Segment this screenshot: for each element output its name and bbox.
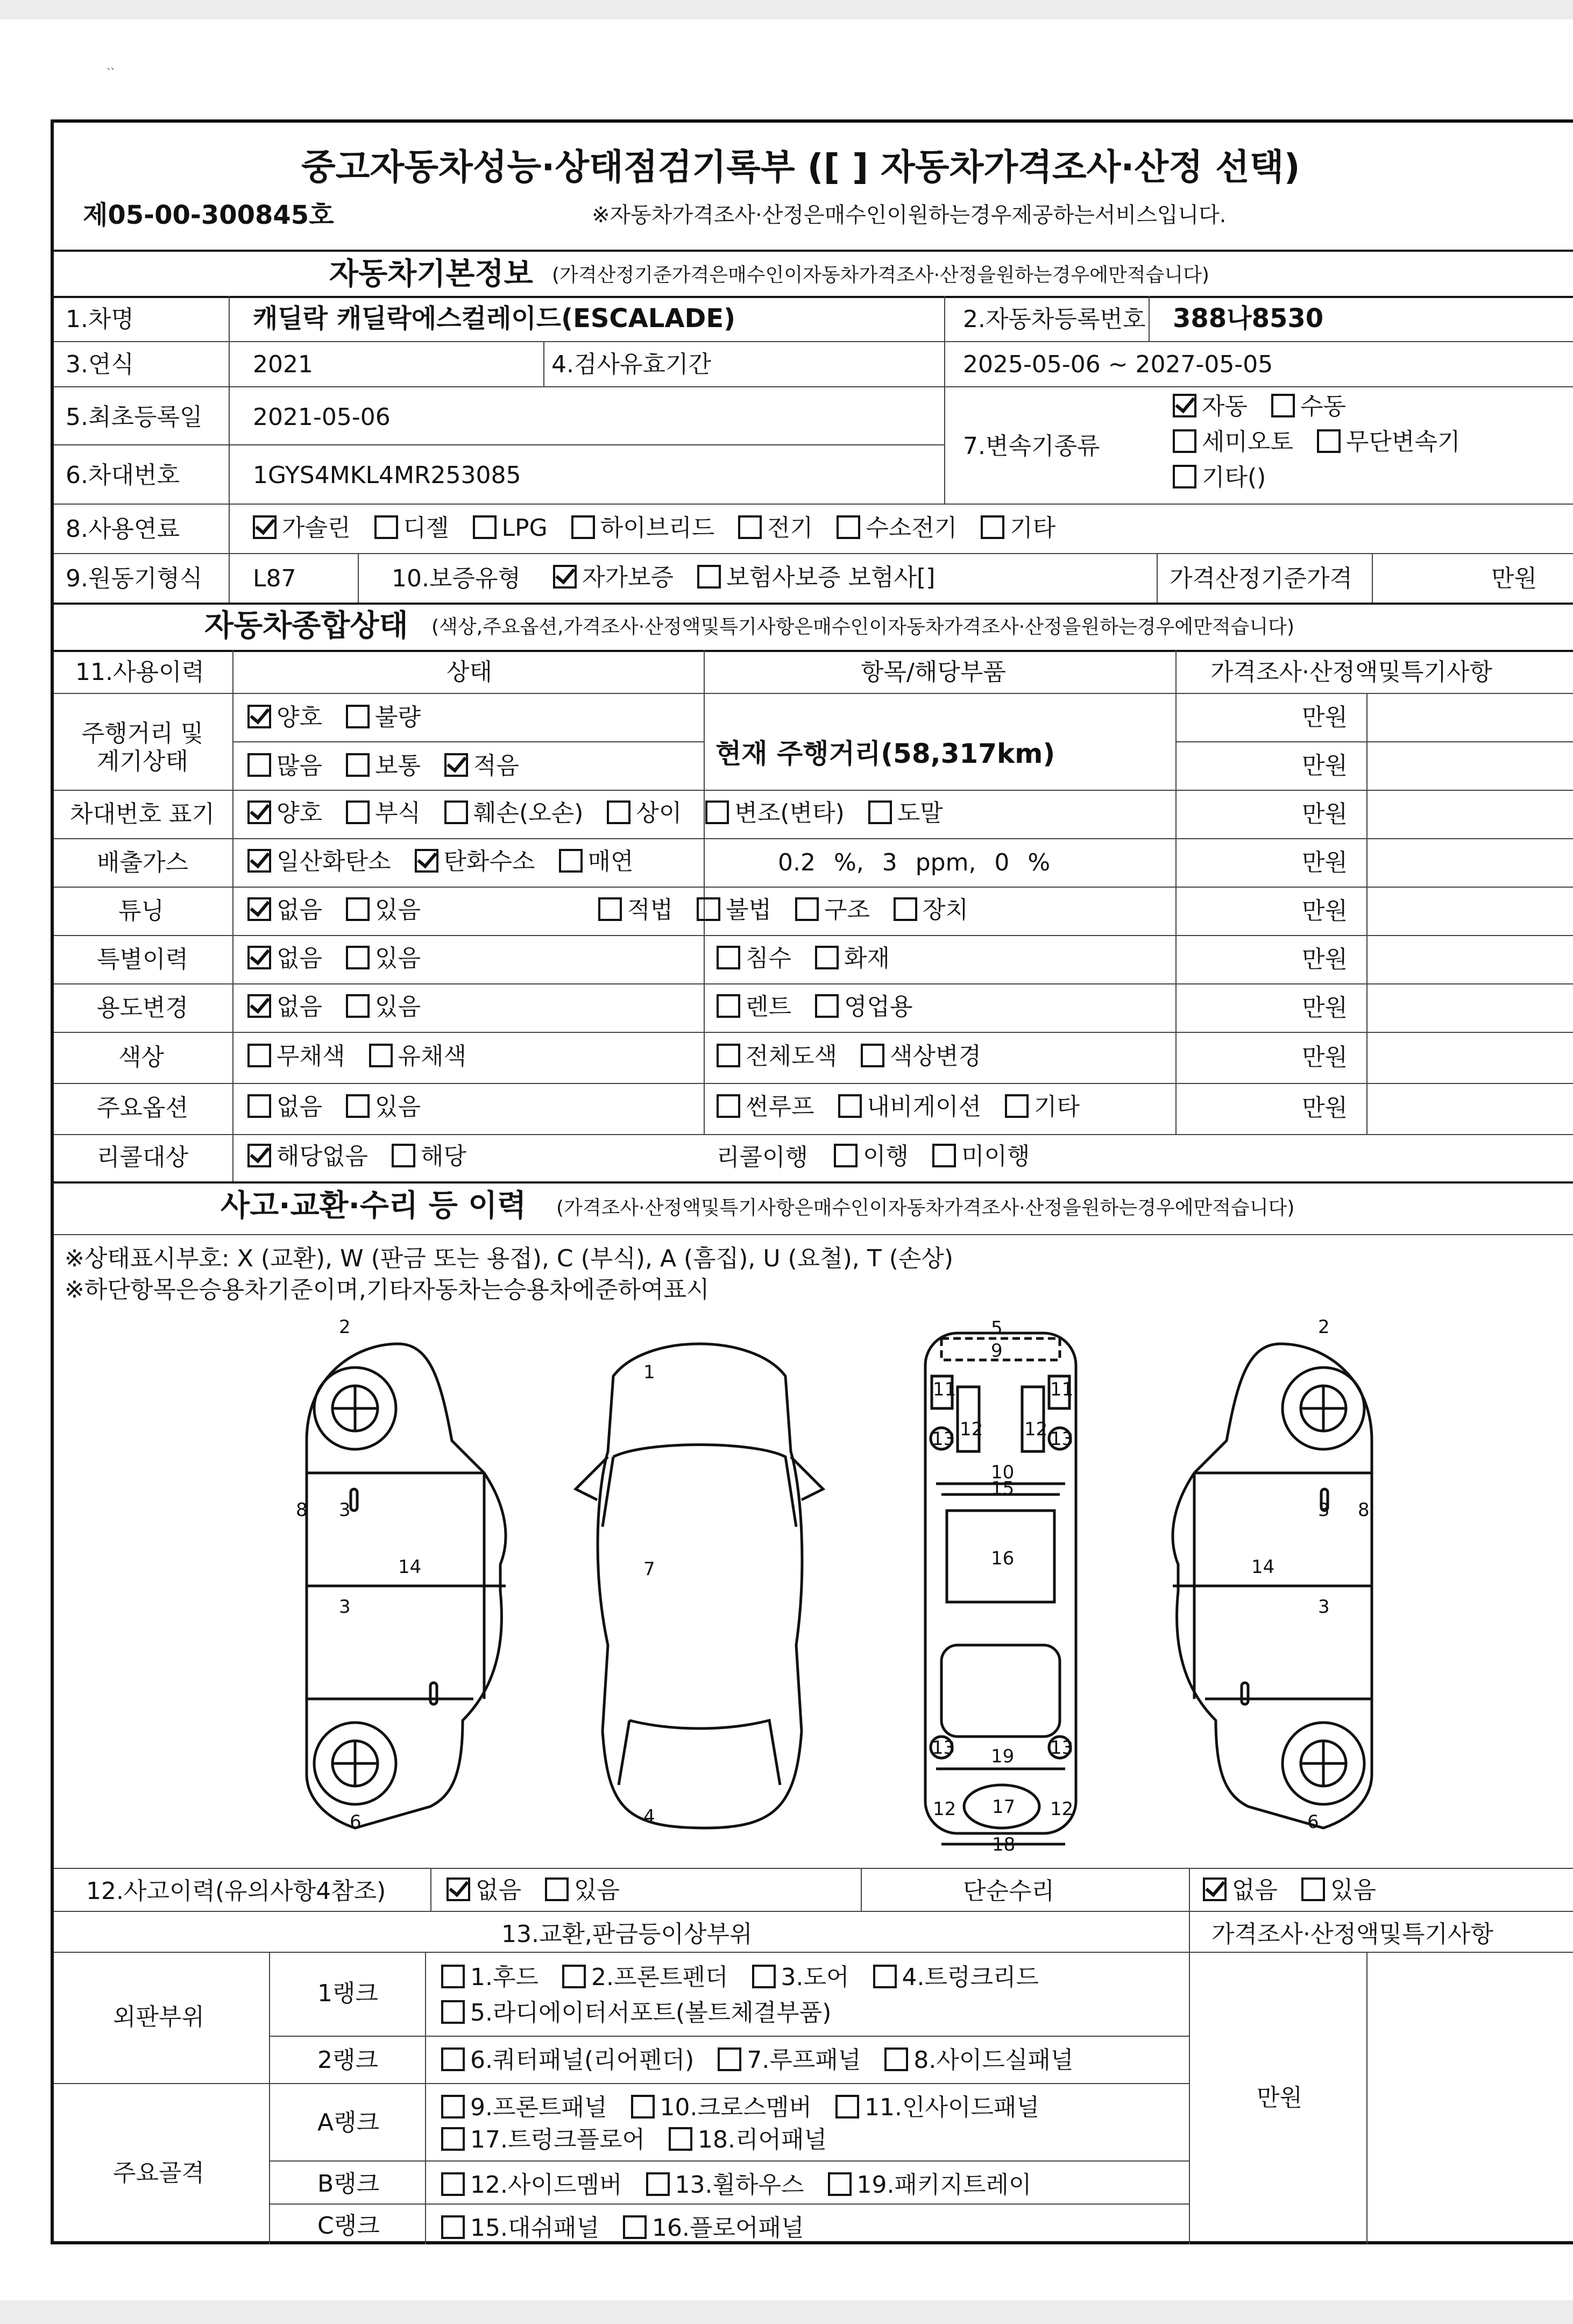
part-number-12-rear-right: 12: [1050, 1798, 1074, 1820]
options-price-unit: 만원: [1302, 1094, 1348, 1122]
tuning-options: 없음 있음: [247, 897, 421, 922]
status-header: 상태: [447, 658, 493, 686]
first-registration-value: 2021-05-06: [253, 403, 391, 431]
front-panel-checkbox[interactable]: [441, 2095, 465, 2118]
color-change-checkbox[interactable]: [861, 1044, 884, 1067]
usage-history-header: 11.사용이력: [75, 658, 204, 686]
part-number-19: 19: [991, 1746, 1015, 1767]
condition-title: 자동차종합상태: [204, 608, 408, 643]
side-sill-panel-checkbox[interactable]: [884, 2047, 908, 2071]
recall-na-checkbox[interactable]: [247, 1144, 271, 1167]
usage-none-checkbox[interactable]: [247, 994, 271, 1018]
radiator-support-checkbox[interactable]: [441, 2000, 465, 2024]
special-history-options: 없음 있음: [247, 946, 421, 970]
mileage-status-row2: 많음 보통 적음: [247, 753, 519, 778]
fuel-diesel-checkbox[interactable]: [374, 515, 398, 539]
price-note-header: 가격조사·산정액및특기사항: [1210, 658, 1493, 686]
recall-done-label: 리콜이행: [717, 1144, 809, 1171]
tuning-items: 적법 불법 구조 장치: [598, 897, 968, 922]
fuel-hybrid-checkbox[interactable]: [571, 515, 595, 539]
major-options-options: 없음 있음: [247, 1094, 421, 1119]
flood-checkbox[interactable]: [717, 946, 740, 969]
accident-history-label: 12.사고이력(유의사항4참조): [86, 1877, 386, 1905]
vin-damage-checkbox[interactable]: [444, 800, 468, 824]
wheel-house-checkbox[interactable]: [646, 2172, 670, 2196]
emission-price-unit: 만원: [1302, 849, 1348, 876]
part-number-13-right: 13: [1050, 1428, 1074, 1450]
fuel-hydrogen-checkbox[interactable]: [837, 515, 860, 539]
mileage-price-unit-1: 만원: [1302, 704, 1348, 731]
inspection-form: [51, 119, 1573, 2244]
part-number-17: 17: [992, 1796, 1016, 1818]
vin-label: 6.차대번호: [66, 462, 180, 489]
rent-checkbox[interactable]: [717, 994, 740, 1018]
simple-repair-none-checkbox[interactable]: [1203, 1877, 1227, 1901]
usage-change-label: 용도변경: [97, 994, 189, 1022]
document-page: [0, 19, 1573, 2300]
recall-done-options: 이행 미이행: [834, 1144, 1030, 1168]
scan-mark: ᆢ: [101, 59, 120, 81]
first-registration-label: 5.최초등록일: [66, 403, 203, 431]
rank1-item5: 5.라디에이터서포트(볼트체결부품): [441, 2000, 831, 2025]
mileage-label: 주행거리 및 계기상태: [81, 720, 204, 775]
transmission-options-row1: 자동 수동: [1173, 394, 1346, 419]
emission-co-checkbox[interactable]: [247, 849, 271, 873]
part-number-3-left-b: 3: [339, 1596, 351, 1618]
base-price-unit: 만원: [1491, 565, 1537, 592]
inside-panel-checkbox[interactable]: [835, 2095, 859, 2118]
trans-semi-checkbox[interactable]: [1173, 429, 1196, 453]
mileage-bad-checkbox[interactable]: [346, 705, 370, 728]
trans-other-checkbox[interactable]: [1173, 465, 1196, 488]
fuel-other-checkbox[interactable]: [981, 515, 1004, 539]
tuning-device-checkbox[interactable]: [894, 897, 917, 921]
tuning-label: 튜닝: [118, 897, 165, 925]
accident-note: (가격조사·산정액및특기사항은매수인이자동차가격조사·산정을원하는경우에만적습니다): [556, 1197, 1295, 1219]
hood-checkbox[interactable]: [441, 1965, 465, 1988]
tuning-price-unit: 만원: [1302, 897, 1348, 925]
part-number-1: 1: [643, 1362, 655, 1383]
mileage-normal-checkbox[interactable]: [346, 753, 370, 777]
major-options-items: 썬루프 내비게이션 기타: [717, 1094, 1080, 1119]
part-number-16: 16: [991, 1548, 1015, 1569]
part-number-12-left: 12: [960, 1419, 983, 1440]
usage-change-items: 렌트 영업용: [717, 994, 913, 1019]
part-number-12-rear-left: 12: [933, 1798, 956, 1820]
part-number-5: 5: [991, 1317, 1003, 1339]
tuning-exist-checkbox[interactable]: [346, 897, 370, 921]
mileage-good-checkbox[interactable]: [247, 705, 271, 728]
fire-checkbox[interactable]: [815, 946, 839, 969]
fuel-label: 8.사용연료: [66, 515, 180, 543]
reg-number-value: 388나8530: [1173, 303, 1324, 334]
warranty-label: 10.보증유형: [392, 565, 521, 592]
rankB-items: 12.사이드멤버 13.휠하우스 19.패키지트레이: [441, 2172, 1032, 2197]
vin-smeared-checkbox[interactable]: [868, 800, 892, 824]
part-number-10: 10: [991, 1462, 1015, 1483]
rankA-items-2: 17.트렁크플로어 18.리어패널: [441, 2127, 827, 2152]
part-number-6-right: 6: [1307, 1811, 1319, 1833]
special-exist-checkbox[interactable]: [346, 946, 370, 969]
emission-smoke-checkbox[interactable]: [559, 849, 583, 873]
rear-panel-checkbox[interactable]: [669, 2127, 692, 2151]
part-number-2-right: 2: [1318, 1316, 1330, 1338]
item-header: 항목/해당부품: [861, 658, 1006, 686]
vin-value: 1GYS4MKL4MR253085: [253, 462, 521, 489]
part-number-3-left-a: 3: [339, 1499, 351, 1521]
part-number-7: 7: [643, 1558, 655, 1580]
car-name-label: 1.차명: [66, 306, 134, 333]
side-member-checkbox[interactable]: [441, 2172, 465, 2196]
passenger-car-note: ※하단항목은승용차기준이며,기타자동차는승용차에준하여표시: [65, 1276, 710, 1303]
part-number-4: 4: [643, 1806, 655, 1827]
package-tray-checkbox[interactable]: [828, 2172, 852, 2196]
cross-member-checkbox[interactable]: [631, 2095, 655, 2118]
special-history-items: 침수 화재: [717, 946, 890, 970]
special-price-unit: 만원: [1302, 946, 1348, 973]
frame-label: 주요골격: [113, 2159, 205, 2187]
emission-hc-checkbox[interactable]: [415, 849, 438, 873]
car-name-value: 캐딜락 캐딜락에스컬레이드(ESCALADE): [253, 303, 736, 334]
form-title: 중고자동차성능·상태점검기록부 ([ ] 자동차가격조사·산정 선택): [301, 146, 1300, 188]
trans-manual-checkbox[interactable]: [1271, 394, 1295, 417]
fuel-ev-checkbox[interactable]: [738, 515, 762, 539]
model-year-label: 3.연식: [66, 351, 134, 378]
options-exist-checkbox[interactable]: [346, 1094, 370, 1118]
floor-panel-checkbox[interactable]: [623, 2215, 647, 2239]
mileage-status-row1: 양호 불량: [247, 705, 421, 729]
part-number-13-left: 13: [932, 1428, 955, 1450]
engine-type-label: 9.원동기형식: [66, 565, 203, 592]
rank1-label: 1랭크: [317, 1980, 379, 2007]
major-options-label: 주요옵션: [97, 1094, 189, 1122]
part-number-14-left: 14: [398, 1556, 422, 1578]
simple-repair-label: 단순수리: [963, 1877, 1055, 1905]
condition-note: (색상,주요옵션,가격조사·산정액및특기사항은매수인이자동차가격조사·산정을원하는경우에만적습니다): [431, 616, 1295, 638]
usage-exist-checkbox[interactable]: [346, 994, 370, 1018]
part-number-14-right: 14: [1251, 1556, 1275, 1578]
simple-repair-options: 없음 있음: [1203, 1877, 1376, 1902]
business-checkbox[interactable]: [815, 994, 839, 1018]
transmission-options-row2: 세미오토 무단변속기: [1173, 429, 1461, 454]
color-price-unit: 만원: [1302, 1044, 1348, 1071]
recall-applicable-checkbox[interactable]: [392, 1144, 415, 1167]
fuel-options: 가솔린 디젤 LPG 하이브리드 전기 수소전기 기타: [253, 515, 1055, 540]
vin-mark-options: 양호 부식 훼손(오손) 상이 변조(변타) 도말: [247, 800, 943, 825]
tuning-illegal-checkbox[interactable]: [697, 897, 720, 921]
full-paint-checkbox[interactable]: [717, 1044, 740, 1067]
rankC-items: 15.대쉬패널 16.플로어패널: [441, 2215, 804, 2240]
recall-done-checkbox[interactable]: [834, 1144, 858, 1167]
part-number-13-rear-left: 13: [932, 1737, 955, 1759]
special-none-checkbox[interactable]: [247, 946, 271, 969]
part-number-8-left: 8: [296, 1499, 308, 1521]
transmission-options-row3: 기타(): [1173, 465, 1266, 490]
tuning-structure-checkbox[interactable]: [795, 897, 819, 921]
part-number-11-right: 11: [1050, 1379, 1074, 1400]
usage-change-options: 없음 있음: [247, 994, 421, 1019]
navigation-checkbox[interactable]: [838, 1094, 862, 1118]
part-number-2-left: 2: [339, 1316, 351, 1338]
mileage-few-checkbox[interactable]: [444, 753, 468, 777]
base-price-label: 가격산정기준가격: [1170, 565, 1353, 592]
achromatic-checkbox[interactable]: [247, 1044, 271, 1067]
car-damage-diagram: [54, 1312, 1573, 1860]
part-number-13-rear-right: 13: [1050, 1737, 1074, 1759]
emission-values: 0.2 %, 3 ppm, 0 %: [778, 849, 1051, 876]
part-number-11-left: 11: [933, 1379, 956, 1400]
part-number-15: 15: [991, 1478, 1015, 1499]
trunk-floor-checkbox[interactable]: [441, 2127, 465, 2151]
front-fender-checkbox[interactable]: [562, 1965, 586, 1988]
document-number: 제05-00-300845호: [83, 200, 334, 230]
section13-price-header: 가격조사·산정액및특기사항: [1211, 1921, 1494, 1948]
color-label: 색상: [118, 1044, 165, 1071]
part-number-18: 18: [992, 1834, 1016, 1855]
tuning-legal-checkbox[interactable]: [598, 897, 622, 921]
special-history-label: 특별이력: [97, 946, 189, 973]
rankA-label: A랭크: [317, 2109, 380, 2136]
emission-options: 일산화탄소 탄화수소 매연: [247, 849, 634, 874]
reg-number-label: 2.자동차등록번호: [963, 306, 1146, 333]
status-symbols: ※상태표시부호: X (교환), W (판금 또는 용접), C (부식), A (흠집), U (요철), T (손상): [65, 1245, 954, 1272]
service-notice: ※자동차가격조사·산정은매수인이원하는경우제공하는서비스입니다.: [592, 203, 1227, 228]
dash-panel-checkbox[interactable]: [441, 2215, 465, 2239]
part-number-8-right: 8: [1358, 1499, 1370, 1521]
part-number-6-left: 6: [350, 1811, 362, 1833]
accident-history-options: 없음 있음: [447, 1877, 620, 1902]
color-items: 전체도색 색상변경: [717, 1044, 981, 1068]
usage-price-unit: 만원: [1302, 994, 1348, 1022]
section13-price-unit: 만원: [1257, 2084, 1303, 2112]
quarter-panel-checkbox[interactable]: [441, 2047, 465, 2071]
recall-label: 리콜대상: [97, 1144, 189, 1171]
inspection-validity-label: 4.검사유효기간: [551, 351, 712, 378]
mileage-many-checkbox[interactable]: [247, 753, 271, 777]
part-number-9: 9: [991, 1340, 1003, 1362]
accident-exist-checkbox[interactable]: [545, 1877, 569, 1901]
part-number-12-right: 12: [1024, 1419, 1048, 1440]
fuel-lpg-checkbox[interactable]: [473, 515, 497, 539]
basic-info-note: (가격산정기준가격은매수인이자동차가격조사·산정을원하는경우에만적습니다): [552, 264, 1209, 286]
mileage-price-unit-2: 만원: [1302, 752, 1348, 780]
model-year-value: 2021: [253, 351, 313, 378]
car-underside-view: [925, 1333, 1076, 1844]
chromatic-checkbox[interactable]: [369, 1044, 393, 1067]
options-none-checkbox[interactable]: [247, 1094, 271, 1118]
rankB-label: B랭크: [317, 2170, 380, 2198]
part-number-3-right-b: 3: [1318, 1596, 1330, 1618]
transmission-label: 7.변속기종류: [963, 433, 1100, 460]
warranty-insurer-checkbox[interactable]: [697, 565, 721, 589]
part-number-3-right-a: 3: [1318, 1499, 1330, 1521]
trans-cvt-checkbox[interactable]: [1317, 429, 1341, 453]
roof-panel-checkbox[interactable]: [718, 2047, 741, 2071]
warranty-self-checkbox[interactable]: [553, 565, 577, 589]
rankA-items: 9.프론트패널 10.크로스멤버 11.인사이드패널: [441, 2095, 1039, 2120]
car-left-side-view: [307, 1344, 506, 1828]
vin-price-unit: 만원: [1302, 800, 1348, 828]
vin-mark-label: 차대번호 표기: [70, 800, 215, 828]
rank1-items: 1.후드 2.프론트펜더 3.도어 4.트렁크리드: [441, 1965, 1039, 1989]
vin-altered-checkbox[interactable]: [705, 800, 729, 824]
inspection-validity-value: 2025-05-06 ~ 2027-05-05: [963, 351, 1273, 378]
sunroof-checkbox[interactable]: [717, 1094, 740, 1118]
color-options: 무채색 유채색: [247, 1044, 466, 1068]
warranty-options: 자가보증 보험사보증 보험사[]: [553, 565, 935, 590]
trans-auto-checkbox[interactable]: [1173, 394, 1196, 417]
trunk-lid-checkbox[interactable]: [873, 1965, 897, 1988]
car-top-view: [576, 1344, 823, 1828]
car-right-side-view: [1173, 1344, 1372, 1828]
rank2-items: 6.쿼터패널(리어펜더) 7.루프패널 8.사이드실패널: [441, 2047, 1073, 2072]
rankC-label: C랭크: [317, 2212, 380, 2240]
recall-not-done-checkbox[interactable]: [932, 1144, 956, 1167]
section13-header: 13.교환,판금등이상부위: [501, 1921, 753, 1948]
current-mileage: 현재 주행거리(58,317km): [715, 738, 1055, 769]
door-checkbox[interactable]: [752, 1965, 776, 1988]
emission-label: 배출가스: [97, 849, 189, 876]
exterior-label: 외판부위: [113, 2003, 205, 2031]
basic-info-title: 자동차기본정보: [329, 257, 533, 292]
vin-mismatch-checkbox[interactable]: [607, 800, 630, 824]
accident-none-checkbox[interactable]: [447, 1877, 470, 1901]
rank2-label: 2랭크: [317, 2046, 379, 2074]
recall-options: 해당없음 해당: [247, 1144, 466, 1168]
simple-repair-exist-checkbox[interactable]: [1301, 1877, 1325, 1901]
options-other-checkbox[interactable]: [1005, 1094, 1029, 1118]
accident-title: 사고·교환·수리 등 이력: [221, 1188, 527, 1223]
vin-good-checkbox[interactable]: [247, 800, 271, 824]
tuning-none-checkbox[interactable]: [247, 897, 271, 921]
fuel-gasoline-checkbox[interactable]: [253, 515, 277, 539]
engine-type-value: L87: [253, 565, 296, 592]
vin-corrosion-checkbox[interactable]: [346, 800, 370, 824]
